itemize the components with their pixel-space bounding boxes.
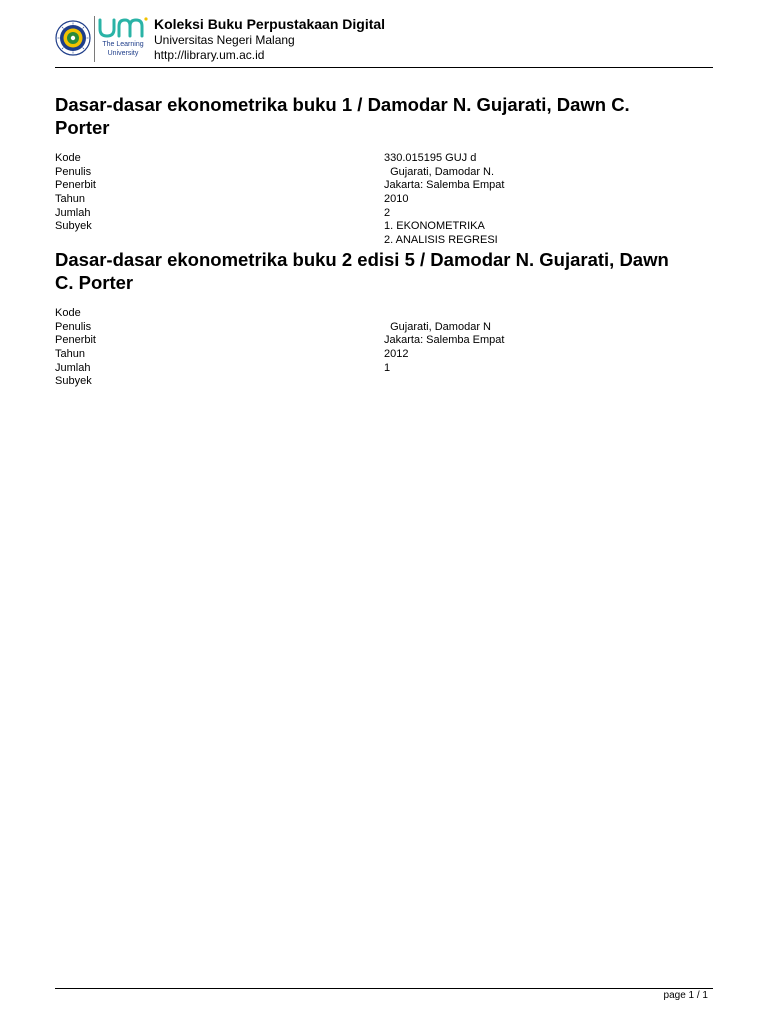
field-value: Jakarta: Salemba Empat [384, 179, 505, 192]
field-jumlah [55, 207, 713, 221]
field-value: 1. EKONOMETRIKA [384, 220, 485, 233]
field-label: Penulis [55, 165, 92, 178]
field-value: 2010 [384, 193, 409, 206]
page-header [55, 12, 713, 68]
field-subyek [55, 220, 713, 234]
field-label: Penerbit [55, 334, 96, 347]
field-label: Tahun [55, 348, 85, 361]
field-penulis [55, 166, 713, 180]
field-label: Jumlah [55, 361, 91, 374]
page-number: page 1 / 1 [663, 990, 708, 1001]
book-title-line-1: Dasar-dasar ekonometrika buku 1 / Damodar N. Gujarati, Dawn C. [55, 94, 630, 115]
field-tahun [55, 193, 713, 207]
field-penerbit [55, 334, 713, 348]
field-kode [55, 307, 713, 321]
book-title [55, 93, 713, 139]
book-fields [55, 307, 713, 389]
book-entry [55, 93, 713, 248]
field-label: Subyek [55, 220, 92, 233]
logo-tagline-line-1: The Learning [102, 41, 144, 48]
logo-divider [94, 16, 95, 62]
book-title-line-2: Porter [55, 117, 110, 138]
field-label: Penerbit [55, 179, 96, 192]
collection-title: Koleksi Buku Perpustakaan Digital [154, 16, 386, 32]
field-value: Jakarta: Salemba Empat [384, 334, 505, 347]
field-subyek [55, 375, 713, 389]
field-value: 2. ANALISIS REGRESI [384, 234, 498, 247]
book-fields [55, 152, 713, 248]
field-value: Gujarati, Damodar N [384, 320, 491, 333]
library-url[interactable]: http://library.um.ac.id [154, 48, 265, 62]
footer-divider [55, 988, 713, 989]
field-label: Jumlah [55, 206, 91, 219]
logo-tagline [97, 40, 149, 58]
header-text [154, 16, 385, 63]
field-label: Tahun [55, 193, 85, 206]
field-value: 2 [384, 206, 391, 219]
book-title [55, 248, 713, 294]
field-penerbit [55, 179, 713, 193]
university-seal-icon [55, 20, 91, 56]
field-value: Gujarati, Damodar N. [384, 165, 495, 178]
field-subyek-continued [55, 234, 713, 248]
logo-tagline-line-2: University [107, 50, 139, 57]
header-divider [55, 67, 713, 68]
field-label: Kode [55, 307, 81, 319]
field-label: Subyek [55, 375, 92, 388]
field-penulis [55, 321, 713, 335]
field-label: Penulis [55, 320, 92, 333]
field-value: 2012 [384, 348, 409, 361]
field-tahun [55, 348, 713, 362]
field-jumlah [55, 362, 713, 376]
field-value: 1 [384, 361, 391, 374]
field-value: 330.015195 GUJ d [384, 152, 477, 164]
field-kode [55, 152, 713, 166]
university-name: Universitas Negeri Malang [154, 33, 295, 47]
book-title-line-1: Dasar-dasar ekonometrika buku 2 edisi 5 / Damodar N. Gujarati, Dawn [55, 249, 669, 270]
book-title-line-2: C. Porter [55, 272, 134, 293]
book-entry [55, 248, 713, 389]
field-label: Kode [55, 152, 81, 164]
um-wordmark-icon [97, 14, 149, 40]
university-logo [55, 14, 150, 64]
